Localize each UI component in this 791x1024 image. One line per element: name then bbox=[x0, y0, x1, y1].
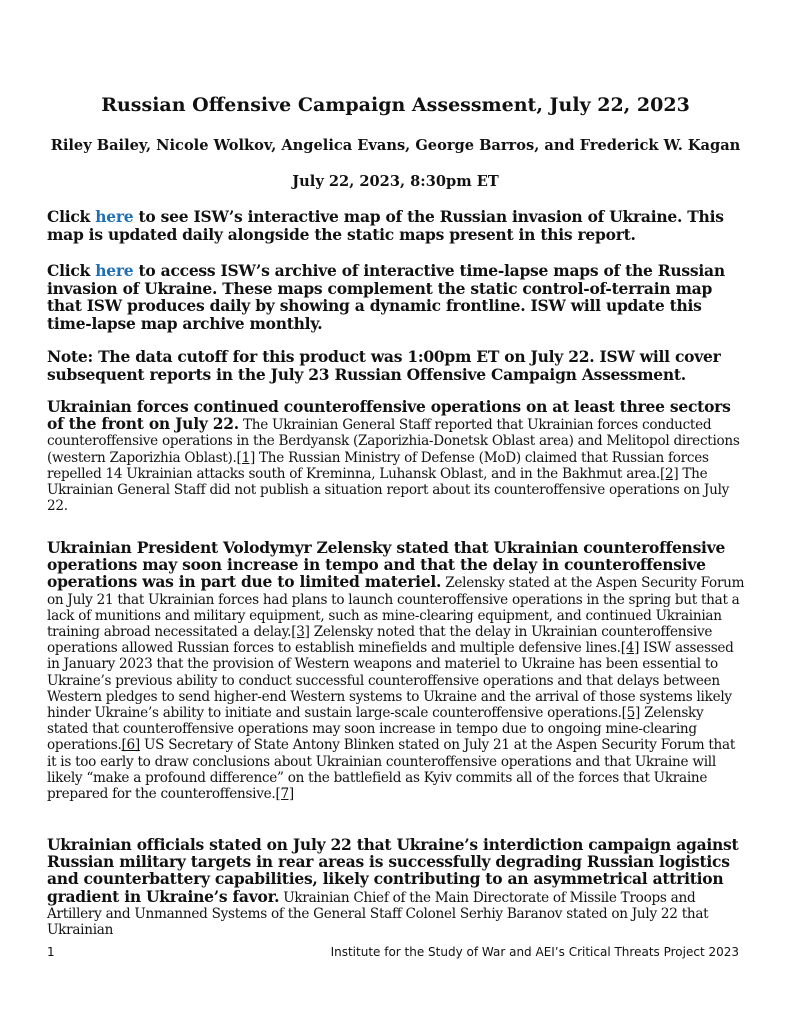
paragraph-text: The Ukrainian General Staff did not publish a situation report about its counteroffensive operations on July 22. bbox=[47, 465, 730, 515]
footer-credit: Institute for the Study of War and AEI’s Critical Threats Project 2023 bbox=[330, 945, 739, 959]
citation-link[interactable]: [1] bbox=[236, 449, 255, 466]
citation-link[interactable]: [4] bbox=[620, 640, 640, 657]
paragraph-text: Ukrainian Chief of the Main Directorate of Missile Troops and Artillery and Unmanned Systems of the General Staff Colonel Serhiy Baranov stated on July 22 that Ukrainian bbox=[47, 889, 709, 939]
paragraph-lead: Ukrainian officials stated on July 22 that Ukraine’s interdiction campaign against Russian military targets in rear areas is successfully degrading Russian logistics and counterbattery capabilities, likely contributing to an asymmetrical attrition gradient in Ukraine’s favor. bbox=[47, 835, 739, 906]
archive-note-text: to access ISW’s archive of interactive time-lapse maps of the Russian invasion of Ukraine. These maps complement the static control-of-terrain map that ISW produces daily by showing a dynamic frontline. ISW will update this time-lapse map archive monthly. bbox=[47, 261, 725, 333]
citation-link[interactable]: [5] bbox=[621, 705, 641, 722]
page-number: 1 bbox=[47, 945, 55, 959]
paragraph-text: Zelensky noted that the delay in Ukrainian counteroffensive operations allowed Russian forces to establish minefields and multiple defensive lines. bbox=[47, 624, 713, 657]
report-title: Russian Offensive Campaign Assessment, July 22, 2023 bbox=[101, 94, 690, 116]
timelapse-archive-link[interactable]: here bbox=[95, 261, 134, 280]
citation-link[interactable]: [6] bbox=[121, 737, 140, 754]
citation-link[interactable]: [3] bbox=[291, 624, 310, 641]
paragraph-lead: Ukrainian forces continued counteroffensive operations on at least three sectors of the front on July 22. bbox=[47, 397, 731, 434]
paragraph-text: ISW assessed in January 2023 that the provision of Western weapons and materiel to Ukraine has been essential to Ukraine’s previous ability to conduct successful counteroffensive operations and that delays between Western pledges to send higher-end Western systems to Ukraine and the arrival of those systems likely hinder Ukraine’s ability to initiate and sustain large-scale counteroffensive operations. bbox=[47, 640, 734, 722]
interactive-map-link[interactable]: here bbox=[95, 207, 134, 226]
report-date: July 22, 2023, 8:30pm ET bbox=[292, 173, 499, 190]
interactive-map-note bbox=[47, 208, 747, 243]
paragraph-text: Zelensky stated at the Aspen Security Forum on July 21 that Ukrainian forces had plans to launch counteroffensive operations in the spring but that a lack of munitions and military equipment, such as mine-clearing equipment, and continued Ukrainian training abroad necessitated a delay. bbox=[47, 575, 745, 641]
paragraph-text: US Secretary of State Antony Blinken stated on July 21 at the Aspen Security Forum that it is too early to draw conclusions about Ukrainian counteroffensive operations and that Ukraine will likely “make a profound difference” on the battlefield as Kyiv commits all of the forces that Ukraine prepared for the counteroffensive. bbox=[47, 737, 736, 803]
citation-link[interactable]: [2] bbox=[659, 465, 679, 482]
paragraph-lead: Ukrainian President Volodymyr Zelensky stated that Ukrainian counteroffensive operations may soon increase in tempo and that the delay in counteroffensive operations was in part due to limited materiel. bbox=[47, 538, 726, 592]
authors-line: Riley Bailey, Nicole Wolkov, Angelica Evans, George Barros, and Frederick W. Kagan bbox=[50, 137, 741, 154]
archive-note-prefix: Click bbox=[47, 261, 96, 280]
paragraph-zelensky-tempo bbox=[47, 540, 747, 802]
paragraph-text: The Russian Ministry of Defense (MoD) claimed that Russian forces repelled 14 Ukrainian attacks south of Kreminna, Luhansk Oblast, and in the Bakhmut area. bbox=[47, 449, 709, 482]
map-note-prefix: Click bbox=[47, 207, 96, 226]
citation-link[interactable]: [7] bbox=[275, 786, 294, 803]
data-cutoff-note: Note: The data cutoff for this product was 1:00pm ET on July 22. ISW will cover subsequent reports in the July 23 Russian Offensive Campaign Assessment. bbox=[47, 347, 721, 384]
paragraph-text: Zelensky stated that counteroffensive operations may soon increase in tempo due to ongoing mine-clearing operations. bbox=[47, 705, 704, 754]
timelapse-archive-note bbox=[47, 262, 747, 332]
paragraph-counteroffensive-sectors bbox=[47, 399, 747, 514]
map-note-text: to see ISW’s interactive map of the Russian invasion of Ukraine. This map is updated daily alongside the static maps present in this report. bbox=[47, 207, 724, 244]
paragraph-interdiction-campaign bbox=[47, 837, 747, 938]
paragraph-text: The Ukrainian General Staff reported that Ukrainian forces conducted counteroffensive operations in the Berdyansk (Zaporizhia-Donetsk Oblast area) and Melitopol directions (western Zaporizhia Oblast). bbox=[47, 417, 740, 466]
